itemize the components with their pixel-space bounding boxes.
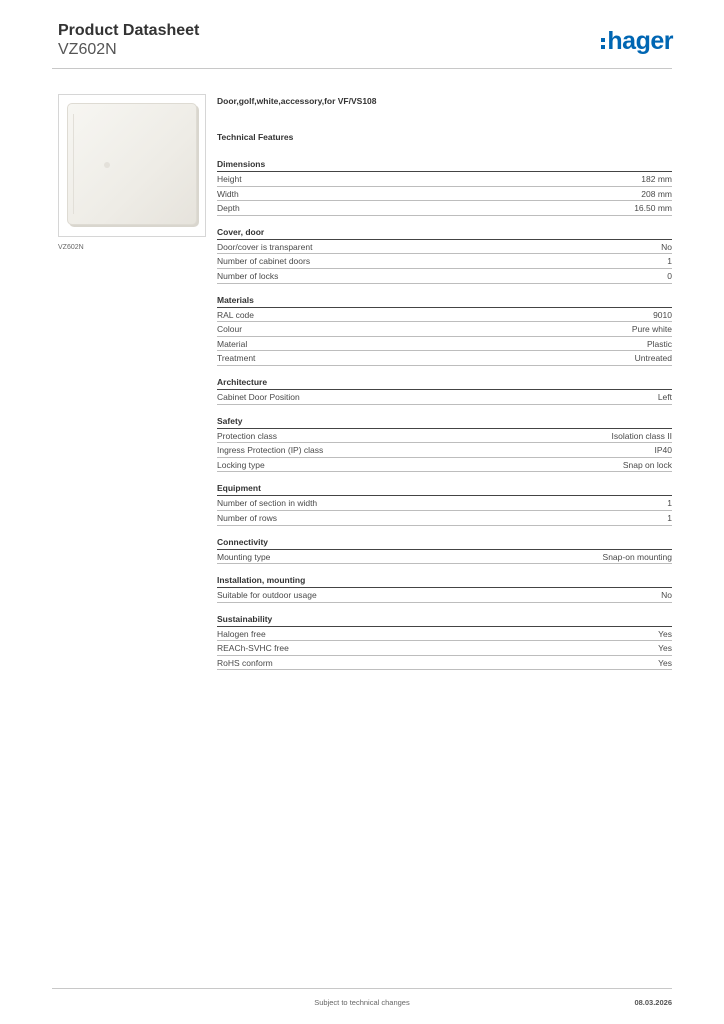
spec-label: Mounting type (217, 551, 271, 562)
product-description: Door,golf,white,accessory,for VF/VS108 (217, 96, 377, 106)
spec-value: Yes (658, 628, 672, 639)
spec-value: Snap-on mounting (602, 551, 672, 562)
footer-divider (52, 988, 672, 989)
spec-label: Suitable for outdoor usage (217, 590, 317, 601)
spec-label: REACh-SVHC free (217, 643, 289, 654)
spec-value: 1 (667, 498, 672, 509)
section-title: Equipment (217, 482, 672, 496)
spec-label: Colour (217, 324, 243, 335)
spec-section (217, 536, 672, 565)
spec-row (217, 550, 672, 565)
spec-value: Plastic (646, 338, 672, 349)
spec-section (217, 482, 672, 525)
spec-label: RoHS conform (217, 657, 273, 668)
spec-value: Yes (658, 643, 672, 654)
spec-sections (217, 158, 672, 670)
spec-label: Number of section in width (217, 498, 318, 509)
spec-label: Ingress Protection (IP) class (217, 445, 324, 456)
spec-label: Treatment (217, 353, 256, 364)
spec-value: Yes (658, 657, 672, 668)
spec-section (217, 574, 672, 603)
spec-row (217, 511, 672, 526)
document-title: Product Datasheet (58, 22, 200, 39)
spec-label: Number of cabinet doors (217, 256, 311, 267)
spec-row (217, 351, 672, 366)
section-title: Sustainability (217, 613, 672, 627)
spec-section (217, 613, 672, 671)
spec-label: Locking type (217, 459, 265, 470)
spec-value: Left (657, 391, 672, 402)
spec-row (217, 172, 672, 187)
spec-value: Isolation class II (611, 430, 672, 441)
section-title: Connectivity (217, 536, 672, 550)
spec-row (217, 641, 672, 656)
spec-row (217, 269, 672, 284)
spec-label: Number of rows (217, 512, 277, 523)
spec-value: IP40 (654, 445, 672, 456)
spec-label: Material (217, 338, 248, 349)
spec-row (217, 201, 672, 216)
spec-section (217, 158, 672, 216)
spec-row (217, 588, 672, 603)
spec-value: 182 mm (641, 174, 672, 184)
spec-label: RAL code (217, 309, 255, 320)
footer-date: 08.03.2026 (634, 998, 672, 1007)
header-divider (52, 68, 672, 69)
section-title: Safety (217, 415, 672, 429)
section-title: Cover, door (217, 226, 672, 240)
spec-value: 9010 (653, 309, 672, 320)
product-code: VZ602N (58, 41, 117, 58)
spec-value: No (661, 241, 672, 252)
footer-note: Subject to technical changes (314, 998, 410, 1007)
spec-section (217, 415, 672, 473)
spec-label: Protection class (217, 430, 277, 441)
image-caption: VZ602N (58, 244, 84, 251)
spec-label: Width (217, 188, 239, 199)
spec-row (217, 187, 672, 202)
spec-label: Depth (217, 203, 240, 214)
spec-row (217, 458, 672, 473)
door-illustration (67, 103, 197, 225)
spec-value: No (661, 590, 672, 601)
spec-value: 1 (667, 512, 672, 523)
spec-value: Untreated (634, 353, 672, 364)
spec-value: 208 mm (641, 188, 672, 199)
spec-row (217, 429, 672, 444)
spec-row (217, 254, 672, 269)
spec-section (217, 376, 672, 405)
spec-section (217, 226, 672, 284)
logo-text: hager (607, 27, 673, 55)
spec-value: 1 (667, 256, 672, 267)
hager-logo (601, 28, 673, 54)
logo-colon-icon (601, 38, 605, 49)
section-title: Architecture (217, 376, 672, 390)
spec-row (217, 496, 672, 511)
spec-row (217, 656, 672, 671)
spec-row (217, 443, 672, 458)
spec-value: Snap on lock (622, 459, 672, 470)
spec-label: Height (217, 174, 242, 184)
spec-value: Pure white (631, 324, 672, 335)
spec-section (217, 294, 672, 366)
technical-features-heading: Technical Features (217, 132, 294, 142)
spec-row (217, 322, 672, 337)
section-title: Installation, mounting (217, 574, 672, 588)
spec-row (217, 390, 672, 405)
spec-value: 0 (667, 270, 672, 281)
spec-label: Number of locks (217, 270, 279, 281)
spec-label: Door/cover is transparent (217, 241, 313, 252)
spec-row (217, 627, 672, 642)
spec-label: Halogen free (217, 628, 266, 639)
spec-value: 16.50 mm (634, 203, 672, 214)
section-title: Dimensions (217, 158, 672, 172)
spec-label: Cabinet Door Position (217, 391, 300, 402)
page-header (58, 22, 673, 70)
spec-row (217, 308, 672, 323)
spec-row (217, 337, 672, 352)
spec-row (217, 240, 672, 255)
spec-content (217, 96, 672, 680)
product-image (58, 94, 206, 237)
section-title: Materials (217, 294, 672, 308)
